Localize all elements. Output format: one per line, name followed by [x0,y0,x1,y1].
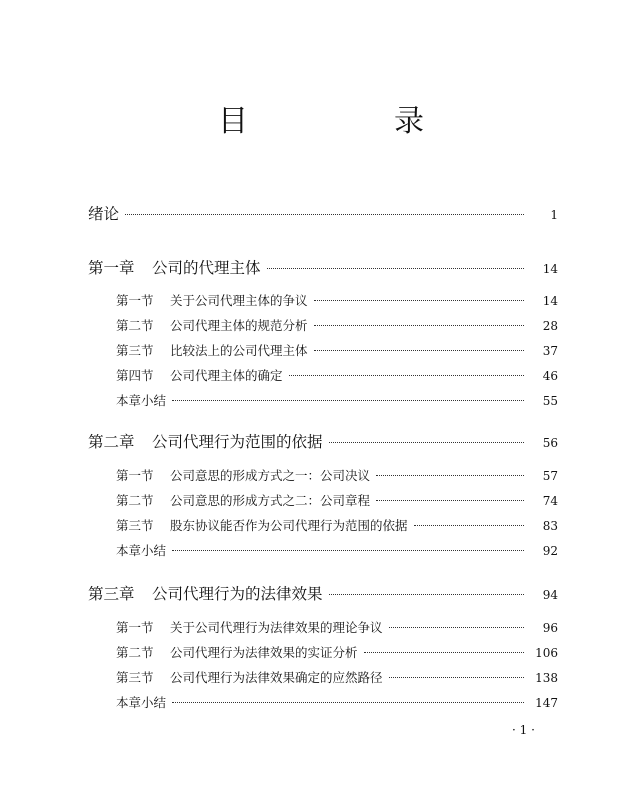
toc-section-entry[interactable] [0,391,642,411]
entry-label [0,491,370,509]
entry-page-number: 14 [542,262,558,276]
entry-title: 关于公司代理主体的争议 [170,293,308,308]
toc-section-entry[interactable] [0,366,642,386]
entry-page-number: 138 [535,671,558,685]
entry-number: 本章小结 [116,393,167,408]
toc-chapter-entry[interactable] [0,582,642,602]
entry-page-number: 83 [542,519,558,533]
entry-title: 公司意思的形成方式之一：公司决议 [170,468,371,483]
toc-section-entry[interactable] [0,466,642,486]
dot-leader [376,475,524,476]
entry-page-number: 57 [542,469,558,483]
entry-label [0,291,308,309]
dot-leader [314,300,524,301]
toc-section-entry[interactable] [0,618,642,638]
entry-title: 比较法上的公司代理主体 [170,343,308,358]
dot-leader [267,268,524,269]
entry-number: 第二节 [116,493,154,508]
entry-title: 公司代理行为的法律效果 [152,585,323,603]
toc-section-entry[interactable] [0,341,642,361]
entry-label [0,366,283,384]
toc-chapter-entry[interactable] [0,430,642,450]
entry-title: 关于公司代理行为法律效果的理论争议 [170,620,383,635]
dot-leader [389,677,524,678]
entry-title: 公司的代理主体 [152,259,261,277]
entry-page-number: 14 [542,294,558,308]
entry-label [0,256,261,278]
entry-number: 第一节 [116,620,154,635]
entry-label [0,541,166,559]
entry-title: 公司代理行为范围的依据 [152,433,323,451]
entry-title: 公司代理行为法律效果确定的应然路径 [170,670,383,685]
entry-label [0,316,308,334]
toc-section-entry[interactable] [0,291,642,311]
dot-leader [364,652,524,653]
entry-number: 绪论 [88,205,120,223]
entry-label [0,341,308,359]
entry-label [0,202,119,224]
entry-label [0,668,383,686]
entry-number: 第一节 [116,468,154,483]
dot-leader [125,214,524,215]
dot-leader [172,702,524,703]
dot-leader [172,550,524,551]
entry-label [0,693,166,711]
dot-leader [314,350,524,351]
entry-label [0,643,358,661]
entry-page-number: 28 [542,319,558,333]
entry-page-number: 92 [542,544,558,558]
entry-title: 股东协议能否作为公司代理行为范围的依据 [170,518,408,533]
entry-number: 第三节 [116,518,154,533]
entry-page-number: 106 [535,646,558,660]
entry-number: 第一节 [116,293,154,308]
toc-section-entry[interactable] [0,541,642,561]
entry-number: 第二节 [116,318,154,333]
dot-leader [314,325,524,326]
dot-leader [172,400,524,401]
toc-section-entry[interactable] [0,491,642,511]
entry-number: 第三节 [116,670,154,685]
toc-section-entry[interactable] [0,516,642,536]
entry-title: 公司代理主体的规范分析 [170,318,308,333]
entry-label [0,516,408,534]
entry-page-number: 46 [542,369,558,383]
entry-label [0,582,323,604]
toc-chapter-entry[interactable] [0,202,642,222]
entry-page-number: 74 [542,494,558,508]
dot-leader [329,594,524,595]
entry-page-number: 55 [542,394,558,408]
entry-page-number: 94 [542,588,558,602]
entry-number: 第一章 [88,259,135,277]
dot-leader [289,375,524,376]
entry-page-number: 37 [542,344,558,358]
entry-page-number: 1 [550,208,558,222]
page-title: 目 录 [218,104,482,139]
entry-label [0,391,166,409]
entry-label [0,618,383,636]
entry-title: 公司代理主体的确定 [170,368,283,383]
dot-leader [414,525,524,526]
entry-title: 公司意思的形成方式之二：公司章程 [170,493,371,508]
entry-number: 第二节 [116,645,154,660]
entry-number: 第三章 [88,585,135,603]
entry-number: 第四节 [116,368,154,383]
toc-section-entry[interactable] [0,643,642,663]
entry-label [0,430,323,452]
dot-leader [389,627,524,628]
toc-section-entry[interactable] [0,668,642,688]
entry-title: 公司代理行为法律效果的实证分析 [170,645,358,660]
entry-number: 本章小结 [116,695,167,710]
entry-page-number: 147 [535,696,558,710]
entry-page-number: 56 [542,436,558,450]
dot-leader [329,442,524,443]
entry-page-number: 96 [542,621,558,635]
entry-number: 第三节 [116,343,154,358]
entry-number: 本章小结 [116,543,167,558]
toc-section-entry[interactable] [0,316,642,336]
page-number-footer: · 1 · [512,723,535,737]
entry-label [0,466,370,484]
toc-chapter-entry[interactable] [0,256,642,276]
entry-number: 第二章 [88,433,135,451]
toc-section-entry[interactable] [0,693,642,713]
dot-leader [376,500,524,501]
